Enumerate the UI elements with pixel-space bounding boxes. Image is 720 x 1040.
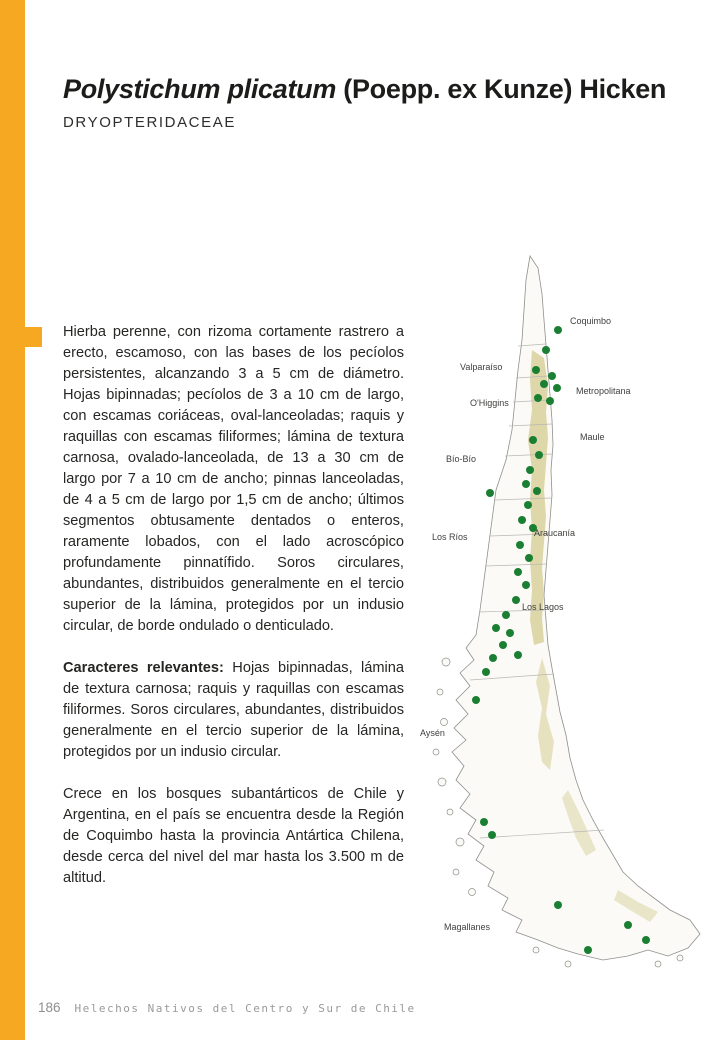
distribution-dot	[482, 668, 490, 676]
distribution-dot	[480, 818, 488, 826]
distribution-dot	[533, 487, 541, 495]
region-label: Maule	[580, 432, 605, 442]
region-label: Valparaíso	[460, 362, 503, 372]
region-label: Los Lagos	[522, 602, 564, 612]
distribution-dot	[540, 380, 548, 388]
distribution-dot	[546, 397, 554, 405]
distribution-dot	[492, 624, 500, 632]
distribution-dot	[553, 384, 561, 392]
description-text	[63, 322, 404, 889]
distribution-dot	[554, 901, 562, 909]
page-title	[63, 74, 683, 105]
distribution-dot	[526, 466, 534, 474]
distribution-dot	[542, 346, 550, 354]
distribution-dot	[514, 651, 522, 659]
page-header	[63, 74, 683, 131]
distribution-dot	[512, 596, 520, 604]
page-number: 186	[38, 1000, 61, 1015]
region-label: Bío-Bío	[446, 454, 477, 464]
left-accent-bar	[0, 0, 25, 1040]
species-name: Polystichum plicatum	[63, 74, 337, 104]
page-footer	[38, 1000, 416, 1015]
paragraph-distribution: Crece en los bosques subantárticos de Chile y Argentina, en el país se encuentra desde la Región de Coquimbo hasta la provincia Antártica Chilena, desde cerca del nivel del mar hasta los 3.500 m de altitud.	[63, 786, 404, 886]
distribution-dot	[522, 480, 530, 488]
distribution-dot	[499, 641, 507, 649]
distribution-dot	[486, 489, 494, 497]
distribution-dot	[516, 541, 524, 549]
characters-text: Hojas bipinnadas, lámina de textura carnosa; raquis y raquillas con escamas filiformes. Soros circulares, abundantes, distribuidos generalmente en el tercio superior de la lámina, protegidos por un indusio circular.	[63, 660, 404, 760]
distribution-dot	[529, 436, 537, 444]
region-label: Magallanes	[444, 922, 491, 932]
distribution-dot	[532, 366, 540, 374]
distribution-dot	[522, 581, 530, 589]
distribution-dot	[518, 516, 526, 524]
region-label: Araucanía	[534, 528, 576, 538]
distribution-dot	[514, 568, 522, 576]
distribution-dot	[554, 326, 562, 334]
region-label: O'Higgins	[470, 398, 509, 408]
distribution-dot	[525, 554, 533, 562]
distribution-dot	[506, 629, 514, 637]
distribution-dot	[535, 451, 543, 459]
distribution-dot	[472, 696, 480, 704]
distribution-map	[418, 250, 710, 972]
region-label: Los Ríos	[432, 532, 468, 542]
distribution-dot	[502, 611, 510, 619]
characters-label: Caracteres relevantes:	[63, 660, 224, 676]
region-label: Aysén	[420, 728, 445, 738]
distribution-dot	[488, 831, 496, 839]
distribution-dot	[584, 946, 592, 954]
paragraph-description: Hierba perenne, con rizoma cortamente rastrero a erecto, escamoso, con las bases de los pecíolos persistentes, alcanzando 3 a 5 cm de diámetro. Hojas bipinnadas; pecíolos de 3 a 10 cm de largo, con escamas coriáceas, oval-lanceoladas; raquis y raquillas con escamas filiformes; lámina de textura carnosa, ovalado-lanceolada, de 13 a 30 cm de largo por 7 a 10 cm de ancho; pinnas lanceoladas, de 4 a 5 cm de largo por 1,5 cm de ancho; últimos segmentos obtusamente dentados o enteros, raramente lobados, con el lado acroscópico profundamente pinnatífido. Soros circulares, abundantes, distribuidos generalmente en el tercio superior de la lámina, protegidos por un indusio circular, de borde ondulado o denticulado.	[63, 324, 404, 634]
region-label: Coquimbo	[570, 316, 612, 326]
region-label: Metropolitana	[576, 386, 631, 396]
distribution-dot	[642, 936, 650, 944]
footer-book-title: Helechos Nativos del Centro y Sur de Chile	[74, 1002, 416, 1015]
distribution-dot	[524, 501, 532, 509]
author-citation: (Poepp. ex Kunze) Hicken	[336, 74, 667, 104]
distribution-dot	[534, 394, 542, 402]
section-marker	[0, 327, 42, 347]
distribution-dot	[624, 921, 632, 929]
paragraph-characters	[63, 658, 404, 763]
distribution-dot	[489, 654, 497, 662]
chile-map-svg	[418, 250, 710, 972]
family-name: DRYOPTERIDACEAE	[63, 114, 236, 131]
distribution-dot	[548, 372, 556, 380]
